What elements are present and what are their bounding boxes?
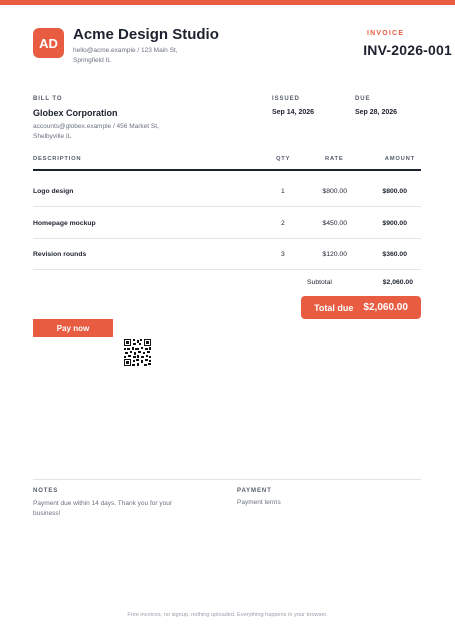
row-rate: $120.00 (322, 251, 347, 258)
footer-note: Free invoices, no signup, nothing uploaded. Everything happens in your browser. (127, 612, 328, 618)
notes-text: Payment due within 14 days. Thank you for your business! (33, 500, 172, 517)
pay-now-button[interactable]: Pay now (33, 319, 113, 337)
column-header-amount: AMOUNT (384, 156, 415, 162)
row-rate: $800.00 (322, 188, 347, 195)
brand-address: hello@acme.example / 123 Main St, Springfield IL (73, 47, 178, 64)
accent-top-bar (0, 0, 455, 5)
issued-label: ISSUED (272, 96, 300, 102)
row-rate: $450.00 (322, 220, 347, 227)
brand-name: Acme Design Studio (73, 26, 219, 43)
notes-label: NOTES (33, 488, 59, 494)
payment-text: Payment terms (237, 499, 281, 506)
total-due-value: $2,060.00 (363, 302, 408, 313)
row-description: Homepage mockup (33, 220, 96, 227)
client-address: accounts@globex.example / 456 Market St, Shelbyville IL (33, 123, 159, 140)
row-amount: $360.00 (382, 251, 407, 258)
column-header-rate: RATE (325, 156, 344, 162)
table-row (33, 208, 421, 239)
row-qty: 2 (281, 220, 285, 227)
row-qty: 3 (281, 251, 285, 258)
invoice-label: INVOICE (367, 30, 405, 37)
table-header-rule (33, 169, 421, 171)
total-due-box (301, 296, 421, 319)
table-row (33, 176, 421, 207)
due-label: DUE (355, 96, 371, 102)
qr-code-icon (124, 339, 151, 366)
client-name: Globex Corporation (33, 108, 118, 118)
subtotal-value: $2,060.00 (382, 279, 413, 286)
subtotal-label: Subtotal (307, 279, 332, 286)
issued-date: Sep 14, 2026 (272, 109, 315, 116)
row-amount: $900.00 (382, 220, 407, 227)
row-description: Revision rounds (33, 251, 87, 258)
payment-label: PAYMENT (237, 488, 272, 494)
invoice-number: INV-2026-001 (363, 42, 452, 58)
due-date: Sep 28, 2026 (355, 109, 398, 116)
bill-to-label: BILL TO (33, 96, 63, 102)
notes-divider (33, 479, 421, 480)
table-row (33, 239, 421, 270)
row-description: Logo design (33, 188, 74, 195)
column-header-description: DESCRIPTION (33, 156, 82, 162)
row-qty: 1 (281, 188, 285, 195)
total-due-label: Total due (314, 302, 354, 313)
row-amount: $800.00 (382, 188, 407, 195)
column-header-qty: QTY (276, 156, 291, 162)
brand-logo-badge: AD (33, 28, 64, 58)
